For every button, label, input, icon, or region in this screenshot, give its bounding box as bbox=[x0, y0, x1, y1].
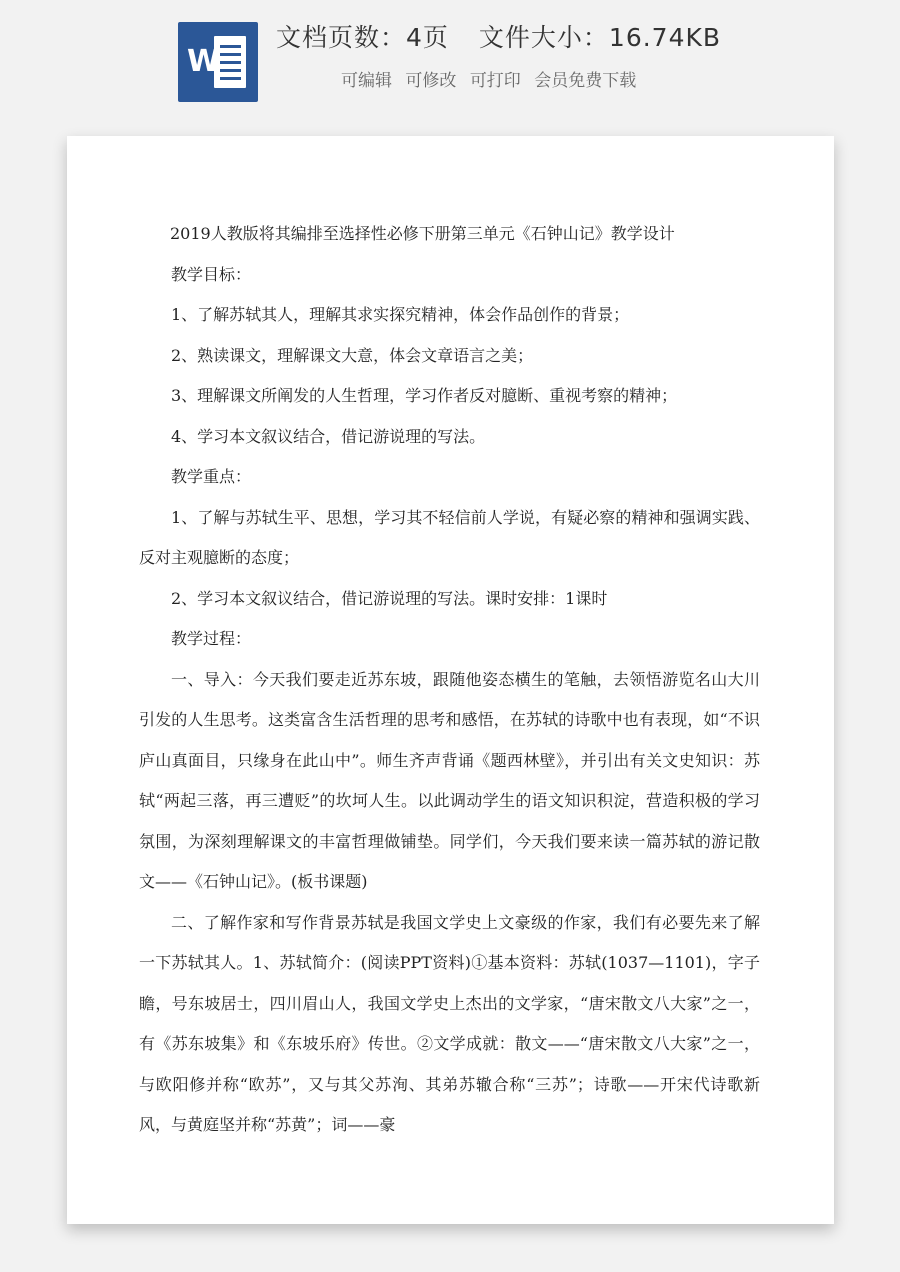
paragraph: 教学过程： bbox=[171, 629, 252, 648]
feature-list bbox=[341, 66, 644, 91]
document-stats bbox=[276, 18, 721, 54]
paragraph: 2、熟读课文，理解课文大意，体会文章语言之美； bbox=[171, 345, 534, 365]
feature-member-download: 会员免费下载 bbox=[534, 71, 637, 91]
paragraph: 3、理解课文所阐发的人生哲理，学习作者反对臆断、重视考察的精神； bbox=[171, 386, 678, 405]
paragraph: 教学目标： bbox=[171, 264, 252, 284]
document-body bbox=[139, 214, 760, 1146]
paragraph: 2、学习本文叙议结合，借记游说理的写法。课时安排：1课时 bbox=[171, 588, 608, 608]
document-info-header bbox=[0, 0, 900, 130]
page-count: 文档页数：4页 bbox=[276, 23, 449, 52]
file-size: 文件大小：16.74KB bbox=[478, 23, 722, 52]
paragraph: 一、导入：今天我们要走近苏东坡，跟随他姿态横生的笔触，去领悟游览名山大川引发的人生思考。这类富含生活哲理的思考和感悟，在苏轼的诗歌中也有表现，如“不识庐山真面目，只缘身在此山中”。师生齐声背诵《题西林壁》，并引出有关文史知识：苏轼“两起三落，再三遭贬”的坎坷人生。以此调动学生的语文知识积淀，营造积极的学习氛围，为深刻理解课文的丰富哲理做铺垫。同学们，今天我们要来读一篇苏轼的游记散文——《石钟山记》。(板书课题) bbox=[139, 669, 760, 891]
document-page bbox=[67, 136, 834, 1224]
feature-editable: 可编辑 bbox=[341, 71, 392, 91]
paragraph: 4、学习本文叙议结合，借记游说理的写法。 bbox=[171, 426, 486, 446]
word-document-icon bbox=[178, 22, 258, 102]
paragraph: 1、了解与苏轼生平、思想，学习其不轻信前人学说，有疑必察的精神和强调实践、反对主观臆断的态度； bbox=[139, 507, 760, 567]
document-title: 2019人教版将其编排至选择性必修下册第三单元《石钟山记》教学设计 bbox=[170, 224, 675, 243]
paragraph: 二、了解作家和写作背景苏轼是我国文学史上文豪级的作家，我们有必要先来了解一下苏轼其人。1、苏轼简介：(阅读PPT资料)①基本资料：苏轼(1037—1101)，字子瞻，号东坡居士，四川眉山人，我国文学史上杰出的文学家，“唐宋散文八大家”之一，有《苏东坡集》和《东坡乐府》传世。②文学成就：散文——“唐宋散文八大家”之一，与欧阳修并称“欧苏”，又与其父苏洵、其弟苏辙合称“三苏”；诗歌——开宋代诗歌新风，与黄庭坚并称“苏黄”；词——豪 bbox=[139, 912, 760, 1134]
paragraph: 教学重点： bbox=[171, 467, 252, 486]
feature-modifiable: 可修改 bbox=[405, 71, 457, 91]
word-icon-letter: W bbox=[187, 44, 221, 79]
paragraph: 1、了解苏轼其人，理解其求实探究精神，体会作品创作的背景； bbox=[171, 305, 630, 324]
feature-printable: 可打印 bbox=[469, 71, 521, 91]
